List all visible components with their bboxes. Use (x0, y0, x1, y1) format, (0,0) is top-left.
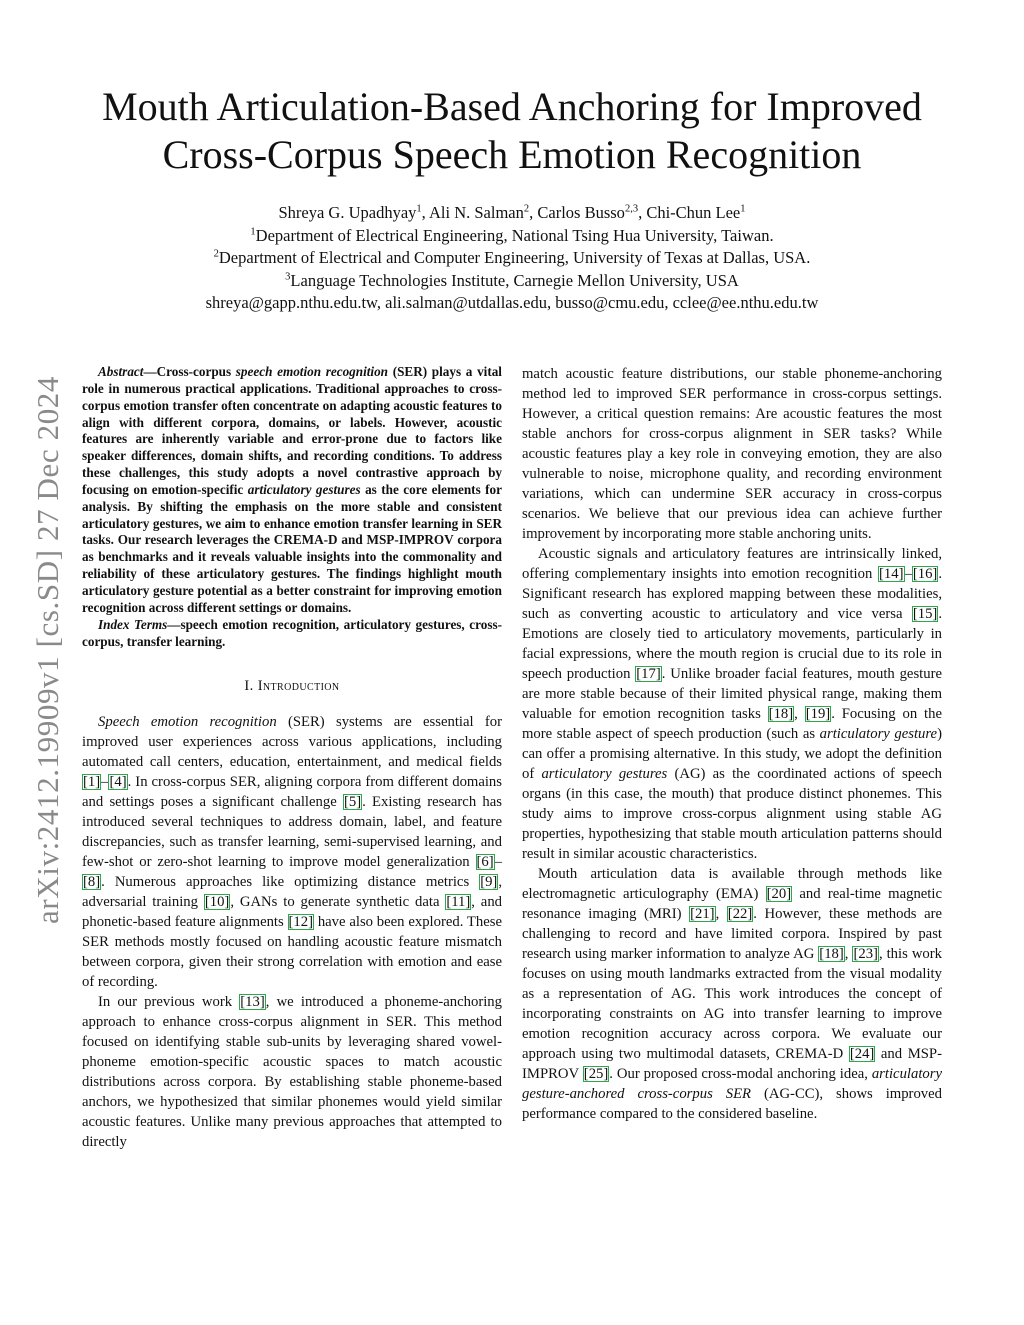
intro-paragraph-1 (82, 712, 502, 992)
citation-9[interactable]: [9] (480, 874, 498, 891)
body-text: . However, these methods are challenging to record and have limited corpora. Inspired by past research using marker information to analyze AG (522, 906, 942, 962)
intro-text: , we introduced a phoneme-anchoring approach to enhance cross-corpus alignment in SER. This method focused on identifying stable sub-units by leveraging shared vowel-phoneme emotion-specific acoustic spaces to match acoustic distributions across corpora. By establishing stable phoneme-based anchors, we hypothesized that similar phonemes would yield similar acoustic features. Unlike many previous approaches that attempted to directly (82, 994, 502, 1151)
body-text: Mouth articulation data is available through methods like electromagnetic articulography (EMA) (522, 866, 942, 902)
index-terms-text: —speech emotion recognition, articulatory gestures, cross-corpus, transfer learning. (82, 616, 502, 649)
body-text: . Unlike broader facial features, mouth gesture are more stable because of their limited physical range, making them valuable for emotion recognition tasks (522, 666, 942, 722)
body-text: . Emotions are closely tied to articulatory movements, particularly in facial expressions, where the mouth region is crucial due to its role in speech production (522, 606, 942, 682)
arxiv-identifier: arXiv:2412.19909v1 [cs.SD] 27 Dec 2024 (30, 376, 65, 924)
body-text: (AG) as the coordinated actions of speech organs (in this case, the mouth) that produce distinct phonemes. This study aims to improve cross-corpus alignment using stable AG properties, hypothesizing that stable mouth articulation patterns should result in similar acoustic characteristics. (522, 766, 942, 862)
intro-text: . Numerous approaches like optimizing distance metrics (101, 874, 480, 891)
intro-text: . Existing research has introduced several techniques to address domain, label, and feature discrepancies, such as transfer learning, semi-supervised learning, and few-shot or zero-shot learning to improve model generalization (82, 794, 502, 871)
intro-text: . In cross-corpus SER, aligning corpora from different domains and settings poses a significant challenge (82, 774, 502, 811)
abstract-text-2: (SER) plays a vital role in numerous practical applications. Traditional approaches to cross-corpus emotion transfer often concentrate on adapting acoustic features to align with different corpora, domains, or labels. However, acoustic features are inherently variable and error-prone due to factors like speaker differences, domain shifts, and recording conditions. To address these challenges, this study adopts a novel contrastive approach by focusing on emotion-specific (82, 364, 502, 497)
citation-separator: , (844, 946, 853, 962)
section-name: Introduction (257, 678, 340, 695)
citation-25[interactable]: [25] (583, 1066, 609, 1082)
affiliation-2 (60, 247, 964, 270)
author-3-affil: 2,3 (624, 203, 639, 215)
intro-paragraph-2 (82, 992, 502, 1152)
body-text: and MSP-IMPROV (522, 1046, 942, 1082)
affiliation-1-marker: 1 (250, 226, 256, 237)
author-1-affil: 1 (416, 203, 422, 215)
citation-10[interactable]: [10] (204, 894, 230, 911)
intro-text: have also been explored. These SER methods mostly focused on handling acoustic feature mismatch between corpora, given their strong correlation with emotion and ease of recording. (82, 914, 502, 991)
intro-text: , GANs to generate synthetic data (230, 894, 446, 911)
affiliation-1-text: Department of Electrical Engineering, National Tsing Hua University, Taiwan. (255, 225, 774, 245)
section-numeral: I. (244, 678, 258, 695)
citation-separator: , (715, 906, 727, 922)
affiliation-2-text: Department of Electrical and Computer Engineering, University of Texas at Dallas, USA. (218, 248, 811, 267)
author-4: Chi-Chun Lee (646, 203, 741, 222)
affiliation-2-marker: 2 (213, 248, 219, 260)
citation-22[interactable]: [22] (727, 906, 753, 922)
author-emails: shreya@gapp.nthu.edu.tw, ali.salman@utdallas.edu, busso@cmu.edu, cclee@ee.nthu.edu.tw (205, 293, 819, 312)
index-terms-label: Index Terms (98, 616, 168, 632)
section-heading-introduction (82, 676, 502, 696)
body-text: . Focusing on the more stable aspect of speech production (such as (522, 706, 943, 742)
abstract-text-1: —Cross-corpus (143, 364, 236, 379)
citation-11[interactable]: [11] (446, 894, 471, 911)
abstract-term-ag: articulatory gestures (247, 481, 361, 497)
citation-17[interactable]: [17] (636, 666, 661, 682)
author-2: Ali N. Salman (429, 203, 524, 222)
body-text: Acoustic signals and articulatory features are intrinsically linked, offering complementary insights into emotion recognition (522, 546, 942, 582)
author-names: Shreya G. Upadhyay$^1$, Ali N. Salman$^2$, Carlos Busso$^{2,3}$, Chi-Chun Lee$^1$ (278, 203, 746, 222)
body-text: ) can offer a promising alternative. In this study, we adopt the definition of (522, 726, 942, 782)
citation-21[interactable]: [21] (690, 906, 715, 922)
intro-text: (SER) systems are essential for improved user experiences across various applications, including automated call centers, education, entertainment, and medical fields (82, 714, 502, 771)
citation-5[interactable]: [5] (343, 794, 362, 811)
body-paragraph-mouth-articulation (522, 864, 942, 1124)
body-text: match acoustic feature distributions, our stable phoneme-anchoring method led to improved SER performance in cross-corpus settings. However, a critical question remains: Are acoustic features the most stable anchors for cross-corpus alignment in SER tasks? While acoustic features play a key role in conveying emotion, they are also vulnerable to noise, microphone quality, and recording environment variations, which can undermine SER accuracy in cross-corpus scenarios. We believe that our previous idea can achieve further improvement by incorporating more stable anchoring units. (522, 366, 942, 542)
citation-range-dash: – (494, 854, 502, 871)
abstract-label: Abstract (98, 364, 144, 379)
body-text: . Significant research has explored mapping between these modalities, such as converting acoustic to articulatory and vice versa (522, 566, 942, 622)
citation-range-dash: – (101, 774, 109, 791)
term-articulatory-gesture: articulatory gesture (819, 726, 938, 742)
author-block (60, 202, 964, 315)
body-text: . Our proposed cross-modal anchoring idea, (609, 1066, 872, 1082)
citation-18[interactable]: [18] (768, 706, 794, 722)
citation-23[interactable]: [23] (853, 946, 878, 962)
author-4-affil: 1 (740, 203, 746, 215)
title-line-1: Mouth Articulation-Based Anchoring for Improved (102, 84, 922, 129)
body-text: and real-time magnetic resonance imaging (MRI) (522, 886, 942, 922)
citation-6[interactable]: [6] (476, 854, 494, 871)
citation-18b[interactable]: [18] (819, 946, 844, 962)
citation-12[interactable]: [12] (288, 914, 314, 931)
author-1: Shreya G. Upadhyay (278, 203, 417, 222)
citation-4[interactable]: [4] (109, 774, 127, 791)
intro-text: , and phonetic-based feature alignments (82, 894, 503, 931)
citation-8[interactable]: [8] (83, 874, 101, 891)
body-paragraph-continued (522, 364, 942, 544)
left-column (82, 364, 502, 1152)
paper-title (60, 83, 964, 179)
affiliation-1 (60, 225, 964, 248)
body-text: , this work focuses on using mouth landmarks extracted from the visual modality as a representation of AG. This work introduces the concept of incorporating constraints on AG into transfer learning to improve emotion recognition accuracy across corpora. We evaluate our approach using two multimodal datasets, CREMA-D (522, 946, 942, 1062)
index-terms (82, 617, 502, 651)
citation-15[interactable]: [15] (912, 606, 938, 622)
right-column (522, 364, 942, 1124)
term-ag-cc: articulatory gesture-anchored cross-corpus SER (522, 1066, 942, 1102)
citation-1[interactable]: [1] (83, 774, 101, 791)
intro-term-ser: Speech emotion recognition (98, 714, 277, 731)
citation-16[interactable]: [16] (912, 566, 938, 582)
author-3: Carlos Busso (537, 203, 625, 222)
affiliation-3 (60, 270, 964, 293)
affiliation-3-marker: 3 (285, 271, 291, 282)
citation-range-dash: – (904, 566, 912, 582)
term-articulatory-gestures: articulatory gestures (541, 766, 668, 782)
intro-text: , adversarial training (82, 874, 502, 911)
citation-19[interactable]: [19] (805, 706, 831, 722)
body-paragraph-articulatory (522, 544, 942, 864)
author-2-affil: 2 (523, 203, 530, 215)
citation-24[interactable]: [24] (849, 1046, 875, 1062)
abstract (82, 364, 502, 617)
citation-separator: , (794, 706, 805, 722)
affiliation-3-text: Language Technologies Institute, Carnegie Mellon University, USA (290, 270, 739, 290)
citation-14[interactable]: [14] (879, 566, 904, 582)
body-text: (AG-CC), shows improved performance compared to the considered baseline. (522, 1086, 942, 1122)
abstract-text-3: as the core elements for analysis. By shifting the emphasis on the more stable and consistent articulatory gestures, we aim to enhance emotion transfer learning in SER tasks. Our research leverages the CREMA-D and MSP-IMPROV corpora as benchmarks and it reveals valuable insights into the commonality and reliability of these articulatory gestures. The findings highlight mouth articulatory gesture potential as a better constraint for improving emotion recognition across different settings or domains. (82, 481, 502, 615)
citation-13[interactable]: [13] (240, 994, 265, 1011)
citation-20[interactable]: [20] (766, 886, 792, 902)
title-line-2: Cross-Corpus Speech Emotion Recognition (162, 132, 862, 177)
abstract-term-ser: speech emotion recognition (235, 364, 389, 379)
intro-text: In our previous work (98, 994, 240, 1011)
